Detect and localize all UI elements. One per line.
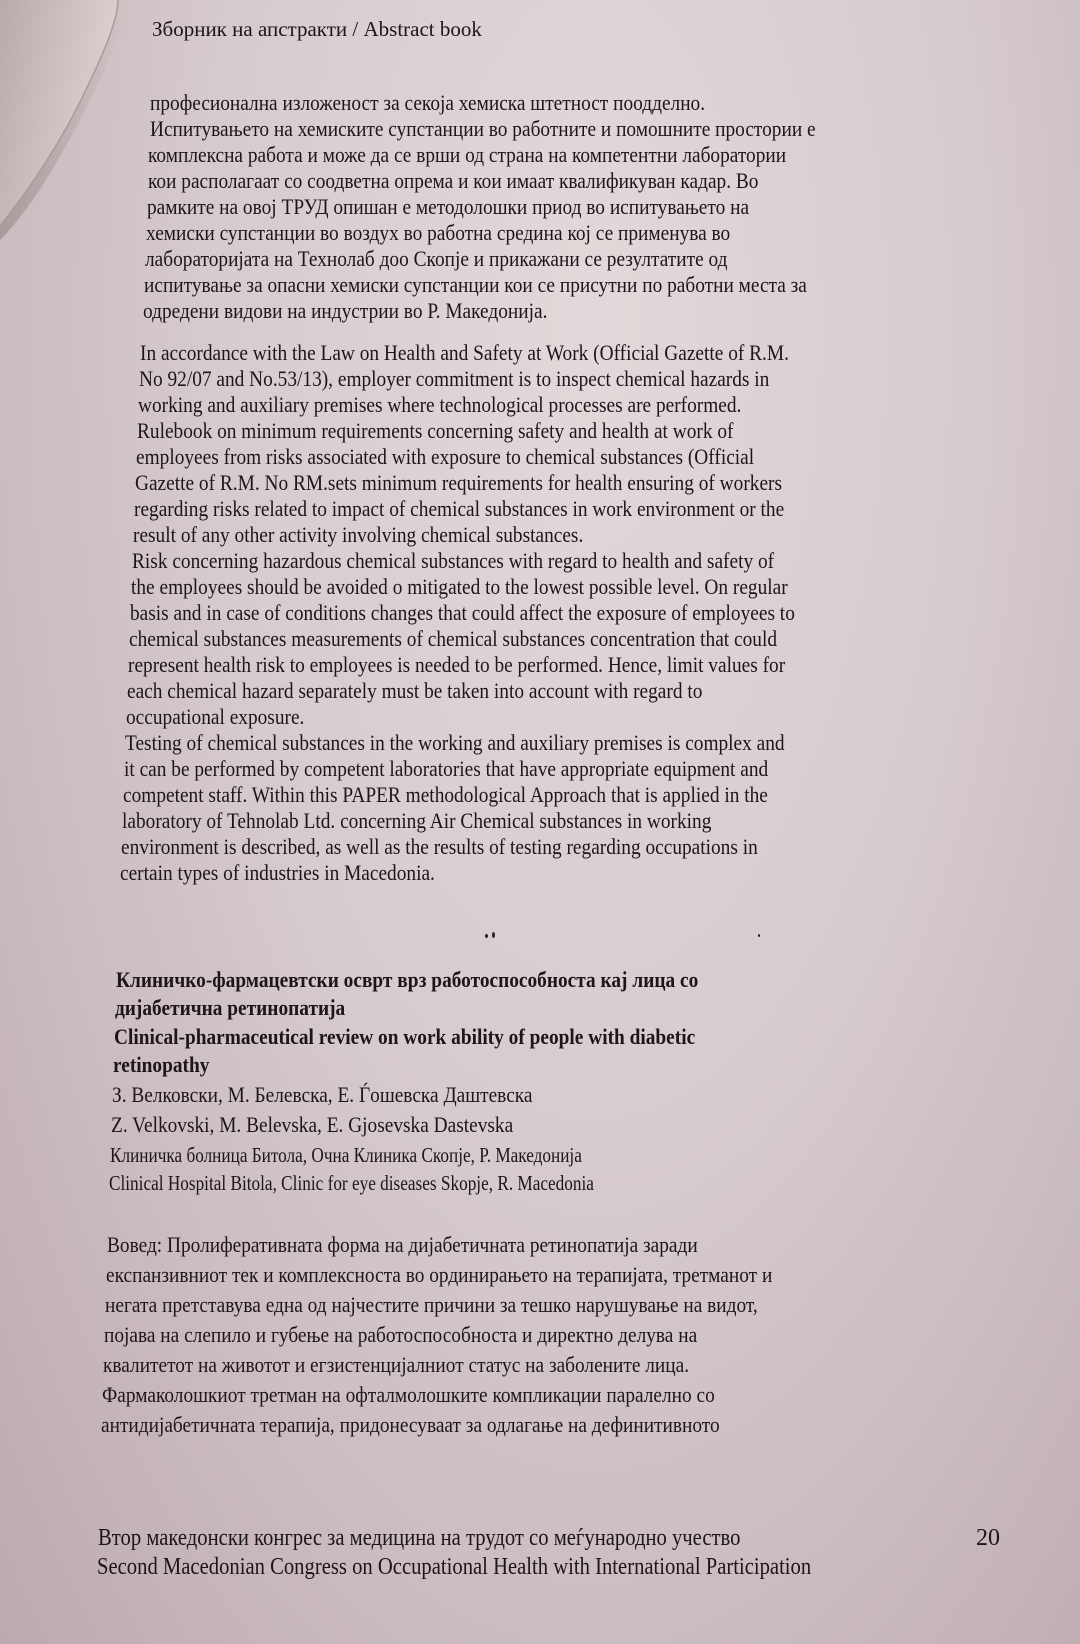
body-line: Фармаколошкиот третман на офталмолошките компликации паралелно со (102, 1382, 715, 1407)
page-number: 20 (976, 1525, 1000, 1551)
body-line: Вовед: Пролиферативната форма на дијабетичната ретинопатија заради (107, 1232, 698, 1257)
running-title: Зборник на апстракти / Abstract book (152, 17, 482, 41)
text-line: No 92/07 and No.53/13), employer commitment is to inspect chemical hazards in (139, 366, 770, 391)
title-line: Клиничко-фармацевтски осврт врз работоспособноста кај лица со (116, 967, 699, 992)
text-line: competent staff. Within this PAPER methodological Approach that is applied in the (123, 782, 768, 807)
text-line: испитување за опасни хемиски супстанции кои се присутни по работни места за (144, 272, 807, 297)
body-line: појава на слепило и губење на работоспособноста и директно делува на (104, 1322, 698, 1347)
text-line: хемиски супстанции во воздух во работна средина кој се применува во (146, 220, 731, 245)
text-line: Испитувањето на хемиските супстанции во работните и помошните простории е (150, 116, 816, 141)
text-line: employees from risks associated with exposure to chemical substances (Official (136, 444, 755, 469)
text-line: result of any other activity involving chemical substances. (133, 522, 584, 547)
text-line: рамките на овој ТРУД опишан е методолошки приод во испитувањето на (147, 194, 750, 219)
ink-speck (492, 932, 495, 938)
text-line: laboratory of Tehnolab Ltd. concerning Air Chemical substances in working (122, 808, 712, 833)
ink-speck (485, 934, 488, 938)
text-line: Testing of chemical substances in the working and auxiliary premises is complex and (125, 730, 785, 755)
text-line: Gazette of R.M. No RM.sets minimum requirements for health ensuring of workers (135, 470, 783, 495)
text-line: occupational exposure. (126, 704, 305, 729)
title-line: дијабетична ретинопатија (115, 995, 346, 1020)
text-line: certain types of industries in Macedonia. (120, 860, 435, 885)
text-line: the employees should be avoided o mitigated to the lowest possible level. On regular (131, 574, 788, 599)
body-line: негата претставува една од најчестите причини за тешко нарушување на видот, (105, 1292, 758, 1317)
text-line: working and auxiliary premises where technological processes are performed. (138, 392, 742, 417)
text-line: basis and in case of conditions changes that could affect the exposure of employees to (130, 600, 795, 625)
text-line: In accordance with the Law on Health and Safety at Work (Official Gazette of R.M. (140, 340, 789, 365)
text-line: одредени видови на индустрии во Р. Македонија. (143, 298, 548, 323)
title-line: retinopathy (113, 1052, 210, 1077)
text-line: chemical substances measurements of chemical substances concentration that could (129, 626, 777, 651)
footer-congress-mk: Втор македонски конгрес за медицина на трудот со меѓународно учество (98, 1525, 741, 1551)
text-line: лабораторијата на Технолаб доо Скопје и прикажани се резултатите од (145, 246, 728, 271)
text-line: кои располагаат со соодветна опрема и кои имаат квалификуван кадар. Во (148, 168, 759, 193)
text-line: represent health risk to employees is needed to be performed. Hence, limit values for (128, 652, 786, 677)
text-line: Rulebook on minimum requirements concerning safety and health at work of (137, 418, 734, 443)
ink-speck (758, 934, 760, 937)
authors-mk: З. Велковски, М. Белевска, Е. Ѓошевска Даштевска (112, 1082, 533, 1107)
affiliation-en: Clinical Hospital Bitola, Clinic for eye diseases Skopje, R. Macedonia (109, 1171, 594, 1195)
text-line: regarding risks related to impact of chemical substances in work environment or the (134, 496, 785, 521)
body-line: антидијабетичната терапија, придонесуваат за одлагање на дефинитивното (101, 1412, 720, 1437)
affiliation-mk: Клиничка болница Битола, Очна Клиника Скопје, Р. Македонија (110, 1143, 582, 1167)
body-line: квалитетот на животот и егзистенцијалниот статус на заболените лица. (103, 1352, 690, 1377)
authors-en: Z. Velkovski, M. Belevska, E. Gjosevska Dastevska (111, 1112, 514, 1137)
text-line: Risk concerning hazardous chemical substances with regard to health and safety of (132, 548, 775, 573)
text-line: environment is described, as well as the results of testing regarding occupations in (121, 834, 758, 859)
text-line: професионална изложеност за секоја хемиска штетност поодделно. (150, 90, 706, 115)
title-line: Clinical-pharmaceutical review on work ability of people with diabetic (114, 1024, 696, 1049)
text-line: each chemical hazard separately must be taken into account with regard to (127, 678, 703, 703)
text-line: комплексна работа и може да се врши од страна на компетентни лаборатории (148, 142, 787, 167)
body-line: експанзивниот тек и комплексноста во ординирањето на терапијата, третманот и (106, 1262, 773, 1287)
text-line: it can be performed by competent laboratories that have appropriate equipment and (124, 756, 769, 781)
footer-congress-en: Second Macedonian Congress on Occupational Health with International Participation (97, 1554, 812, 1580)
